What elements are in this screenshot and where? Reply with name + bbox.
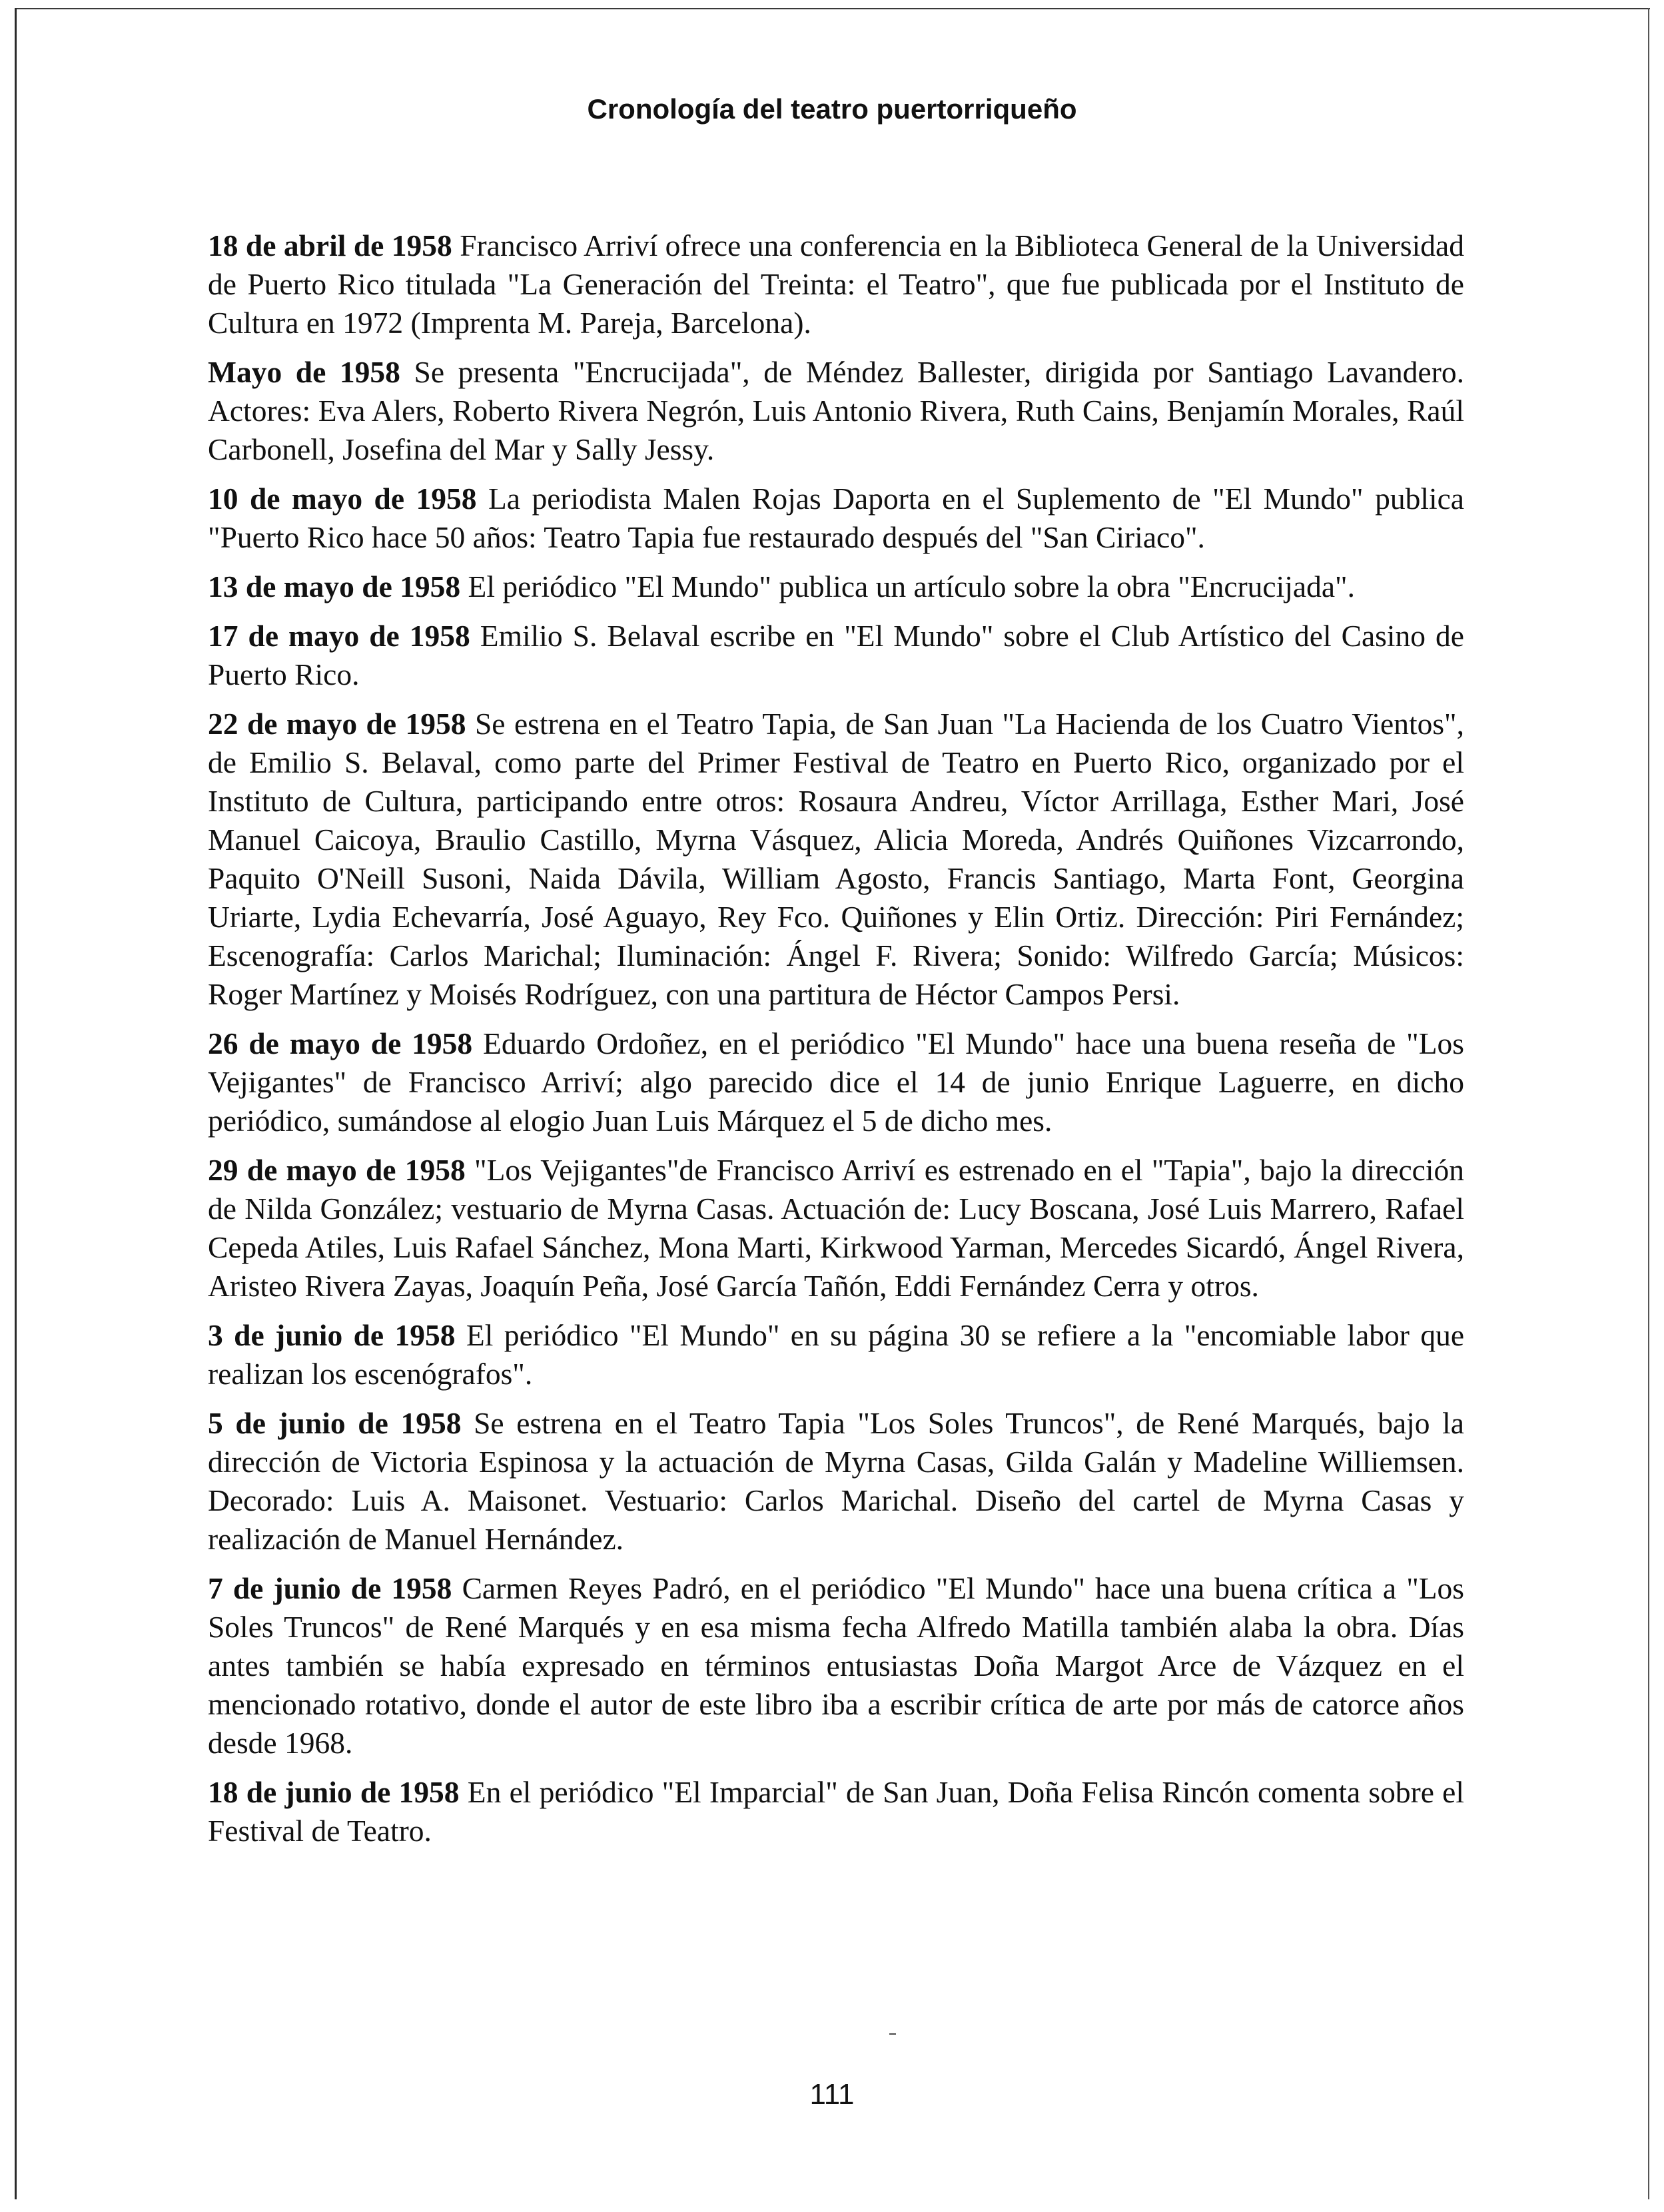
entry-date: 3 de junio de 1958 — [208, 1318, 456, 1352]
entry-1958-05-26 — [208, 1024, 1464, 1140]
entry-1958-05-22 — [208, 705, 1464, 1014]
entry-date: 22 de mayo de 1958 — [208, 707, 466, 741]
entry-text: Carmen Reyes Padró, en el periódico "El Mundo" hace una buena crítica a "Los Soles Truncos" de René Marqués y en esa misma fecha Alfredo Matilla también alaba la obra. Días antes también se había expresado en términos entusiastas Doña Margot Arce de Vázquez en el mencionado rotativo, donde el autor de este libro iba a escribir crítica de arte por más de catorce años desde 1968. — [208, 1571, 1465, 1760]
entry-text: Se estrena en el Teatro Tapia, de San Juan "La Hacienda de los Cuatro Vientos", de Emilio S. Belaval, como parte del Primer Festival de Teatro en Puerto Rico, organizado por el Instituto de Cultura, participando entre otros: Rosaura Andreu, Víctor Arrillaga, Esther Mari, José Manuel Caicoya, Braulio Castillo, Myrna Vásquez, Alicia Moreda, Andrés Quiñones Vizcarrondo, Paquito O'Neill Susoni, Naida Dávila, William Agosto, Francis Santiago, Marta Font, Georgina Uriarte, Lydia Echevarría, José Aguayo, Rey Fco. Quiñones y Elin Ortiz. Dirección: Piri Fernández; Escenografía: Carlos Marichal; Iluminación: Ángel F. Rivera; Sonido: Wilfredo García; Músicos: Roger Martínez y Moisés Rodríguez, con una partitura de Héctor Campos Persi. — [208, 707, 1465, 1011]
entry-text: "Los Vejigantes"de Francisco Arriví es estrenado en el "Tapia", bajo la dirección de Nilda González; vestuario de Myrna Casas. Actuación de: Lucy Boscana, José Luis Marrero, Rafael Cepeda Atiles, Luis Rafael Sánchez, Mona Marti, Kirkwood Yarman, Mercedes Sicardó, Ángel Rivera, Aristeo Rivera Zayas, Joaquín Peña, José García Tañón, Eddi Fernández Cerra y otros. — [208, 1153, 1464, 1303]
entry-text: Se presenta "Encrucijada", de Méndez Ballester, dirigida por Santiago Lavandero. Actores: Eva Alers, Roberto Rivera Negrón, Luis Antonio Rivera, Ruth Cains, Benjamín Morales, Raúl Carbonell, Josefina del Mar y Sally Jessy. — [208, 355, 1464, 466]
entry-1958-05 — [208, 353, 1464, 469]
entry-1958-05-13 — [208, 567, 1464, 606]
entry-date: 13 de mayo de 1958 — [208, 569, 461, 603]
entry-1958-06-05 — [208, 1404, 1464, 1559]
entry-date: 5 de junio de 1958 — [208, 1406, 462, 1440]
entry-date: 17 de mayo de 1958 — [208, 619, 470, 653]
entry-1958-04-18 — [208, 226, 1464, 342]
entry-date: 26 de mayo de 1958 — [208, 1026, 473, 1060]
scan-border-right — [1648, 8, 1649, 2199]
entry-1958-06-07 — [208, 1569, 1464, 1762]
entry-1958-06-18 — [208, 1773, 1464, 1850]
entry-date: Mayo de 1958 — [208, 355, 400, 389]
scan-border-top — [15, 8, 1650, 9]
scan-speck — [889, 2033, 896, 2035]
entry-text: El periódico "El Mundo" en su página 30 se refiere a la "encomiable labor que realizan los escenógrafos". — [208, 1318, 1465, 1391]
entry-1958-05-17 — [208, 617, 1464, 694]
entry-1958-05-29 — [208, 1151, 1464, 1305]
entry-text: Eduardo Ordoñez, en el periódico "El Mundo" hace una buena reseña de "Los Vejigantes" de Francisco Arriví; algo parecido dice el 14 de junio Enrique Laguerre, en dicho periódico, sumándose al elogio Juan Luis Márquez el 5 de dicho mes. — [208, 1026, 1465, 1138]
entry-date: 10 de mayo de 1958 — [208, 482, 477, 516]
entry-text: Emilio S. Belaval escribe en "El Mundo" sobre el Club Artístico del Casino de Puerto Rico. — [208, 619, 1465, 691]
page-number: 111 — [809, 2078, 855, 2111]
entry-date: 29 de mayo de 1958 — [208, 1153, 466, 1187]
entry-date: 18 de junio de 1958 — [208, 1775, 460, 1809]
entry-1958-05-10 — [208, 480, 1464, 557]
chronology-entries — [208, 226, 1464, 1861]
entry-text: Francisco Arriví ofrece una conferencia en la Biblioteca General de la Universidad de Puerto Rico titulada "La Generación del Treinta: el Teatro", que fue publicada por el Instituto de Cultura en 1972 (Imprenta M. Pareja, Barcelona). — [208, 228, 1464, 340]
scan-border-left — [15, 8, 17, 2199]
entry-text: La periodista Malen Rojas Daporta en el Suplemento de "El Mundo" publica "Puerto Rico hace 50 años: Teatro Tapia fue restaurado después del "San Ciriaco". — [208, 482, 1464, 554]
entry-1958-06-03 — [208, 1316, 1464, 1393]
entry-text: En el periódico "El Imparcial" de San Juan, Doña Felisa Rincón comenta sobre el Festival de Teatro. — [208, 1775, 1464, 1848]
entry-date: 7 de junio de 1958 — [208, 1571, 452, 1605]
entry-text: El periódico "El Mundo" publica un artículo sobre la obra "Encrucijada". — [468, 569, 1355, 603]
entry-text: Se estrena en el Teatro Tapia "Los Soles Truncos", de René Marqués, bajo la dirección de Victoria Espinosa y la actuación de Myrna Casas, Gilda Galán y Madeline Williemsen. Decorado: Luis A. Maisonet. Vestuario: Carlos Marichal. Diseño del cartel de Myrna Casas y realización de Manuel Hernández. — [208, 1406, 1465, 1556]
entry-date: 18 de abril de 1958 — [208, 228, 452, 262]
running-header: Cronología del teatro puertorriqueño — [587, 93, 1077, 125]
